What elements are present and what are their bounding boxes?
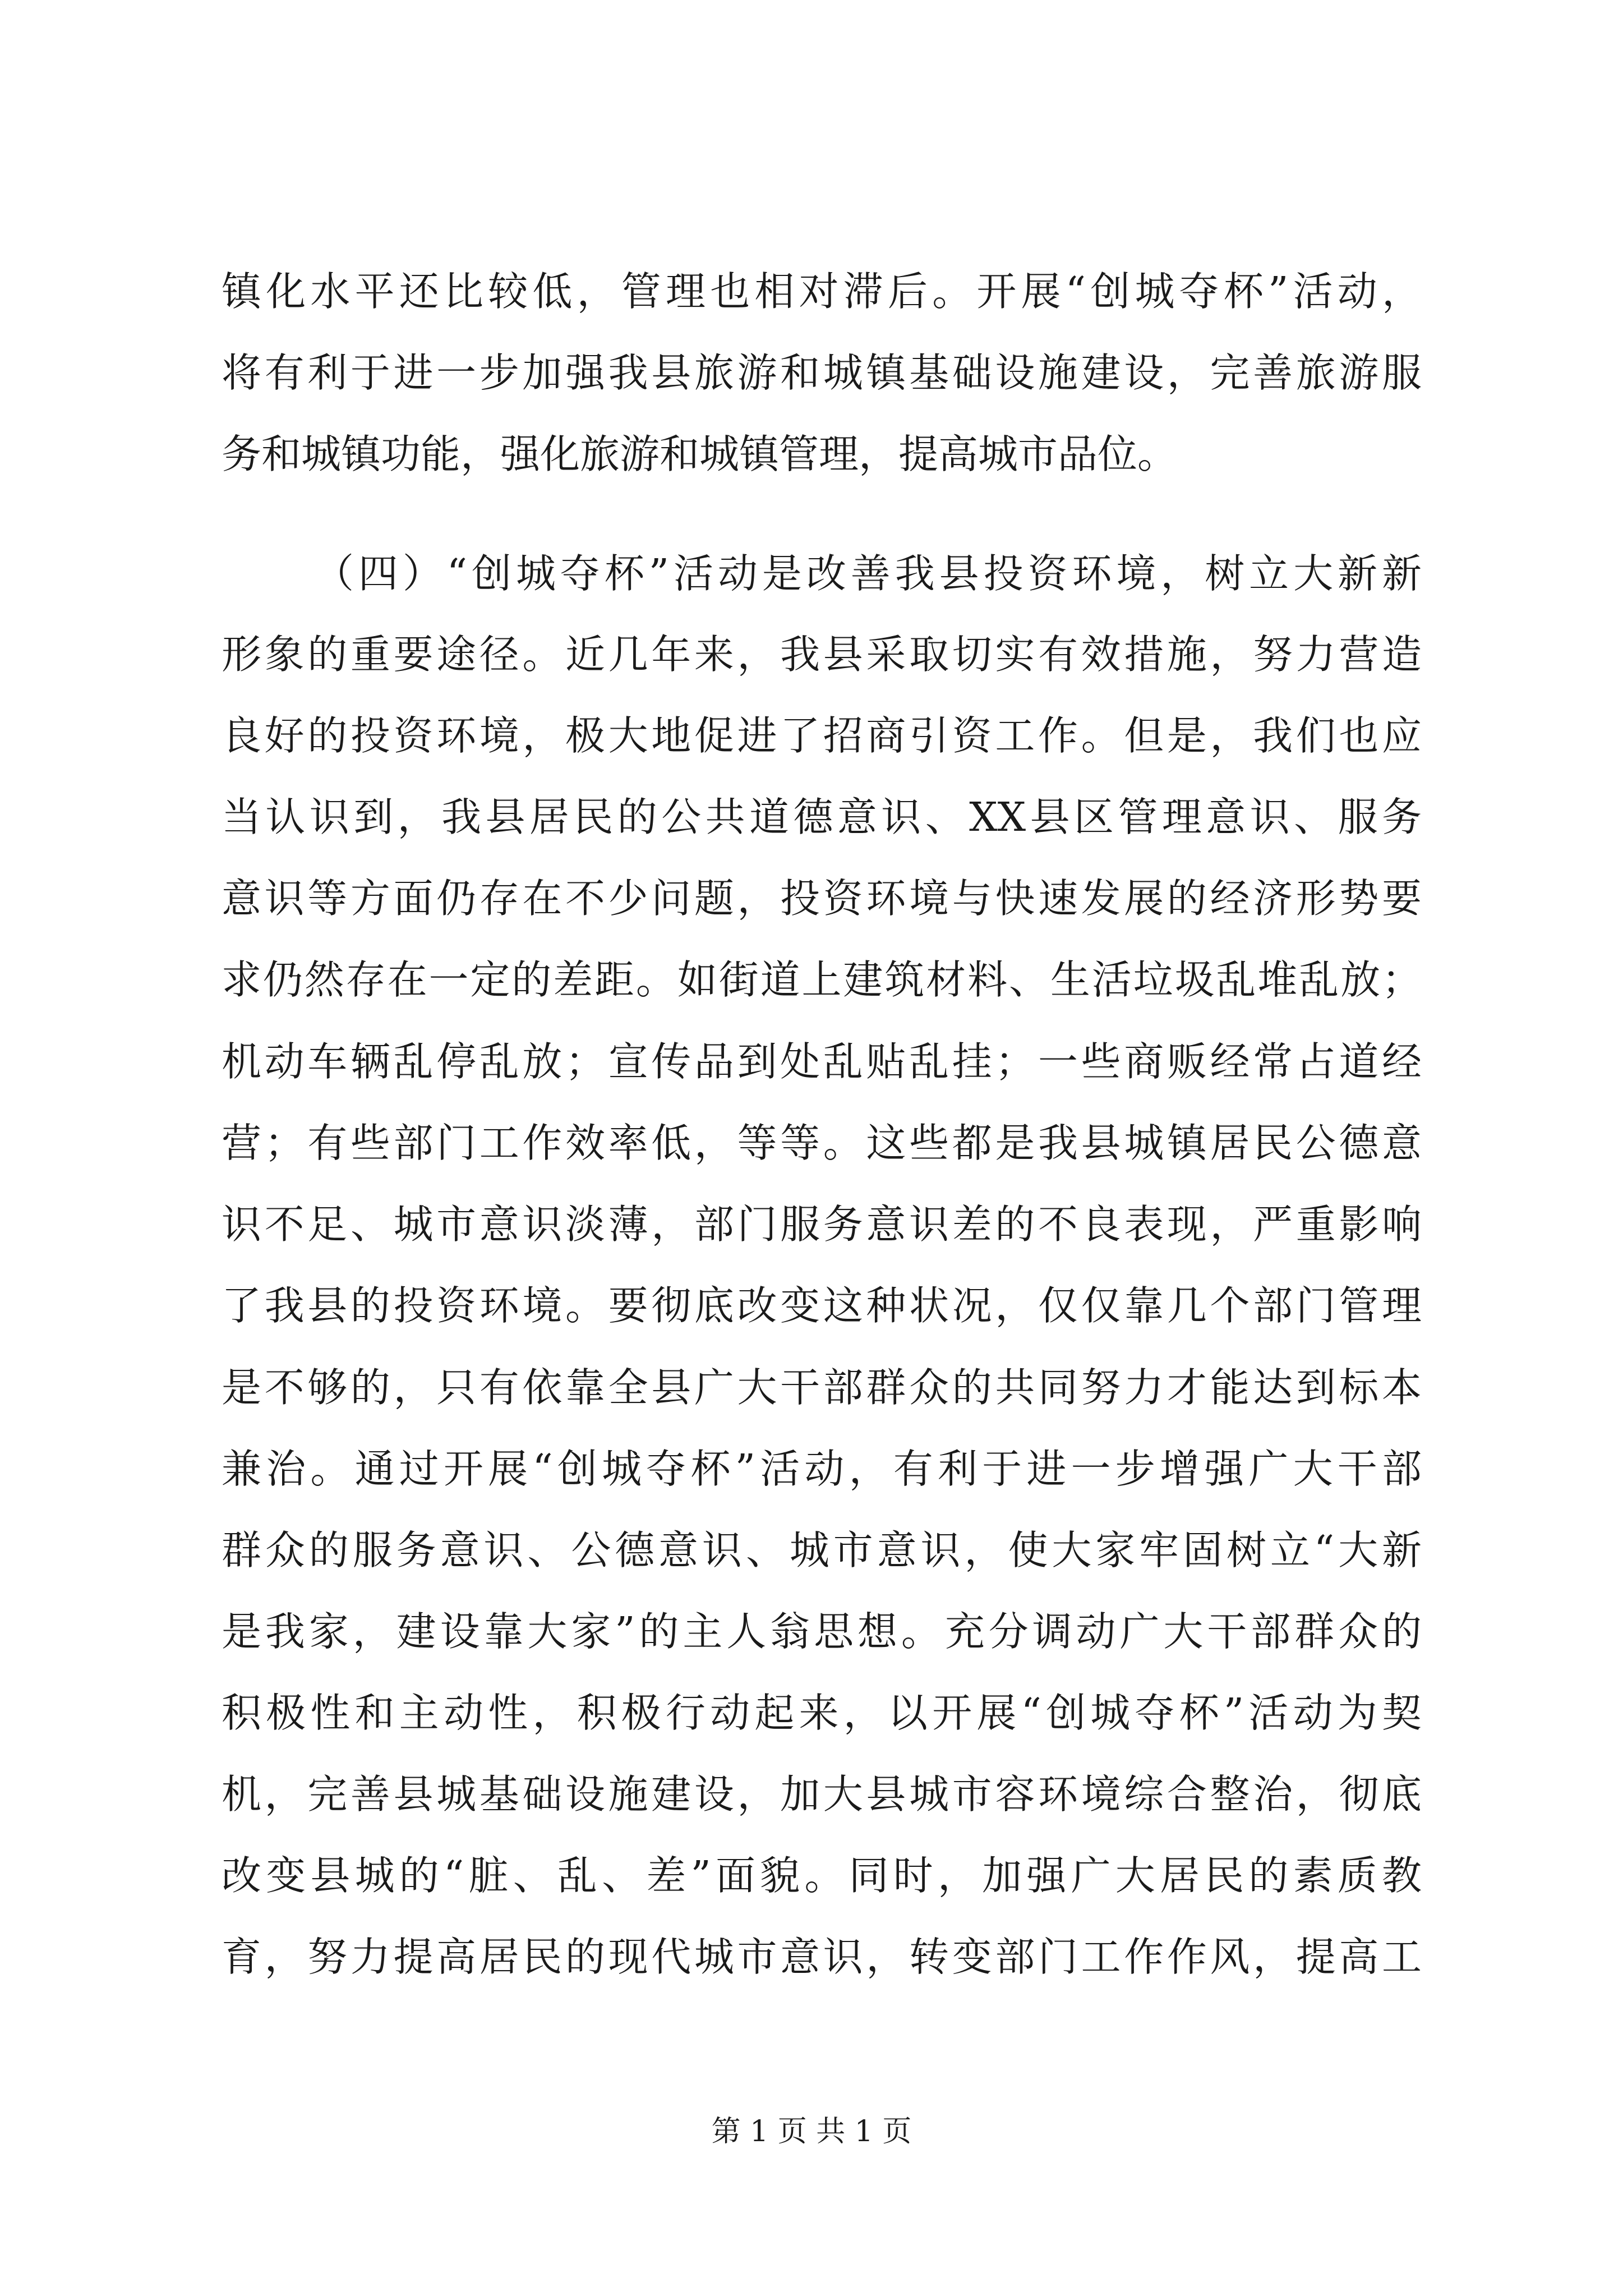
text-line: 是不够的，只有依靠全县广大干部群众的共同努力才能达到标本 xyxy=(222,1364,1422,1411)
text-line: （四）“创城夺杯”活动是改善我县投资环境，树立大新新 xyxy=(314,550,1422,597)
page-number-footer: 第 1 页 共 1 页 xyxy=(711,2115,912,2148)
text-line: 意识等方面仍存在不少问题，投资环境与快速发展的经济形势要 xyxy=(222,875,1422,922)
text-line: 机，完善县城基础设施建设，加大县城市容环境综合整治，彻底 xyxy=(222,1771,1422,1818)
text-line: 群众的服务意识、公德意识、城市意识，使大家牢固树立“大新 xyxy=(222,1527,1422,1573)
text-line: 识不足、城市意识淡薄，部门服务意识差的不良表现，严重影响 xyxy=(222,1201,1422,1248)
text-line: 形象的重要途径。近几年来，我县采取切实有效措施，努力营造 xyxy=(222,631,1422,678)
text-line: 机动车辆乱停乱放；宣传品到处乱贴乱挂；一些商贩经常占道经 xyxy=(222,1038,1422,1085)
text-line: 良好的投资环境，极大地促进了招商引资工作。但是，我们也应 xyxy=(222,712,1422,759)
text-line: 求仍然存在一定的差距。如街道上建筑材料、生活垃圾乱堆乱放； xyxy=(222,956,1422,1003)
text-line: 积极性和主动性，积极行动起来，以开展“创城夺杯”活动为契 xyxy=(222,1690,1422,1736)
text-line: 兼治。通过开展“创城夺杯”活动，有利于进一步增强广大干部 xyxy=(222,1446,1422,1492)
text-line: 镇化水平还比较低，管理也相对滞后。开展“创城夺杯”活动， xyxy=(222,268,1422,315)
text-line: 是我家，建设靠大家”的主人翁思想。充分调动广大干部群众的 xyxy=(222,1608,1422,1655)
text-line: 营；有些部门工作效率低，等等。这些都是我县城镇居民公德意 xyxy=(222,1120,1422,1166)
text-line: 改变县城的“脏、乱、差”面貌。同时，加强广大居民的素质教 xyxy=(222,1852,1422,1899)
text-line: 育，努力提高居民的现代城市意识，转变部门工作作风，提高工 xyxy=(222,1934,1422,1980)
text-line: 将有利于进一步加强我县旅游和城镇基础设施建设，完善旅游服 xyxy=(222,349,1422,396)
text-line: 当认识到，我县居民的公共道德意识、XX县区管理意识、服务 xyxy=(222,794,1422,840)
text-line: 了我县的投资环境。要彻底改变这种状况，仅仅靠几个部门管理 xyxy=(222,1282,1422,1329)
text-line: 务和城镇功能，强化旅游和城镇管理，提高城市品位。 xyxy=(222,431,1178,477)
